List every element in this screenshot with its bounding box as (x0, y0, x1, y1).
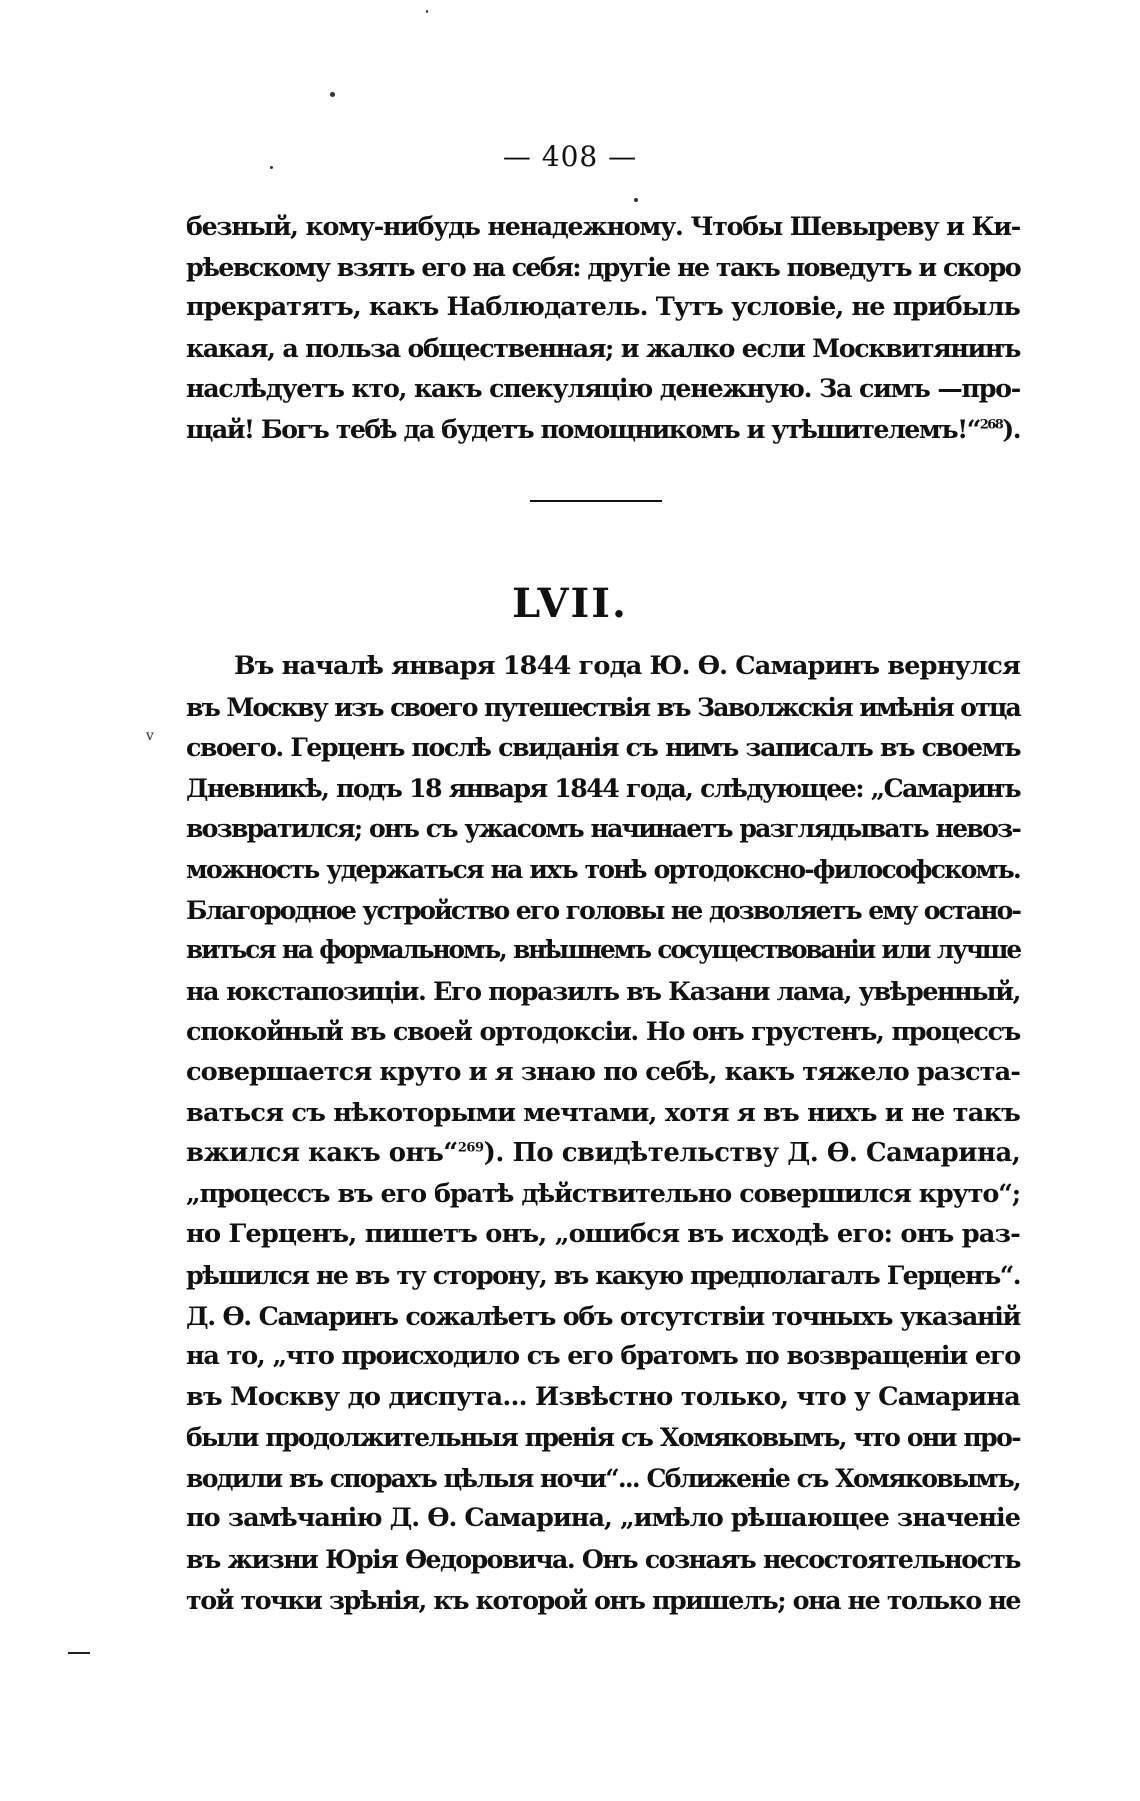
scan-speck (634, 198, 638, 202)
text-line: въ Москву до диспута... Извѣстно только, что у Самарина (186, 1381, 1020, 1412)
text-line: той точки зрѣнія, къ которой онъ пришелъ; она не только не (186, 1584, 1020, 1615)
text-line: совершается круто и я знаю по себѣ, какъ тяжело разста- (186, 1056, 1020, 1087)
text-line: по замѣчанію Д. Ѳ. Самарина, „имѣло рѣшающее значеніе (186, 1503, 1020, 1534)
text-line: рѣевскому взять его на себя: другіе не такъ поведутъ и скоро (186, 251, 1020, 282)
margin-mark (68, 1652, 90, 1654)
text-line: но Герценъ, пишетъ онъ, „ошибся въ исходѣ его: онъ раз- (186, 1219, 1020, 1250)
text-line: Благородное устройство его головы не дозволяетъ ему остано- (186, 894, 1020, 925)
text-line: своего. Герценъ послѣ свиданія съ нимъ записалъ въ своемъ (186, 732, 1020, 763)
text-line: „процессъ въ его братѣ дѣйствительно совершился круто“; (186, 1178, 1020, 1209)
text-line: спокойный въ своей ортодоксіи. Но онъ грустенъ, процессъ (186, 1016, 1020, 1047)
text-line: на юкстапозиціи. Его поразилъ въ Казани лама, увѣренный, (186, 975, 1020, 1006)
text-line: Дневникѣ, подъ 18 января 1844 года, слѣдующее: „Самаринъ (186, 772, 1020, 803)
text-line: безный, кому-нибудь ненадежному. Чтобы Шевыреву и Ки- (186, 211, 1020, 241)
paragraph-continued (186, 206, 1020, 450)
text-line-body: вжился какъ онъ“ (186, 1138, 458, 1169)
text-line-body: щай! Богъ тебѣ да будетъ помощникомъ и утѣшителемъ!“ (186, 413, 980, 444)
paragraph-main (186, 646, 1020, 1620)
text-line: прекратятъ, какъ Наблюдатель. Тутъ условіе, не прибыль (186, 292, 1020, 323)
text-line (186, 1133, 1020, 1174)
text-line: рѣшился не въ ту сторону, въ какую предполагалъ Герценъ“. (186, 1259, 1020, 1290)
text-line: возвратился; онъ съ ужасомъ начинаетъ разглядывать невоз- (186, 813, 1020, 844)
text-line: Въ началѣ января 1844 года Ю. Ѳ. Самаринъ вернулся (234, 651, 1020, 681)
text-line (186, 409, 1020, 450)
text-line: въ Москву изъ своего путешествія въ Заволжскія имѣнія отца (186, 691, 1020, 722)
margin-mark: v (146, 728, 154, 744)
text-line: виться на формальномъ, внѣшнемъ сосуществованіи или лучше (186, 935, 1020, 965)
section-divider (530, 500, 662, 502)
text-line: на то, „что происходило съ его братомъ по возвращеніи его (186, 1341, 1020, 1372)
text-line: ваться съ нѣкоторыми мечтами, хотя я въ нихъ и не такъ (186, 1097, 1020, 1128)
scan-speck (330, 92, 335, 97)
text-line: водили въ спорахъ цѣлыя ночи“... Сближеніе съ Хомяковымъ, (186, 1462, 1020, 1493)
text-line: Д. Ѳ. Самаринъ сожалѣетъ объ отсутствіи точныхъ указаній (186, 1300, 1020, 1331)
text-line: въ жизни Юрія Ѳедоровича. Онъ сознаяъ несостоятельность (186, 1544, 1020, 1575)
footnote-marker: 269 (457, 1140, 484, 1156)
text-line-tail: ). (1002, 413, 1020, 444)
section-heading: LVII. (512, 580, 628, 627)
text-line: какая, а польза общественная; и жалко если Москвитянинъ (186, 332, 1020, 363)
page-number: — 408 — (502, 140, 638, 173)
text-line: можность удержаться на ихъ тонѣ ортодоксно-философскомъ. (186, 853, 1020, 884)
footnote-marker: 268 (979, 417, 1003, 433)
text-line-tail: ). По свидѣтельству Д. Ѳ. Самарина, (483, 1138, 1021, 1169)
text-line: наслѣдуетъ кто, какъ спекуляцію денежную. За симъ —про- (186, 373, 1020, 404)
scan-speck (426, 10, 428, 13)
text-line: были продолжительныя пренія съ Хомяковымъ, что они про- (186, 1422, 1020, 1453)
